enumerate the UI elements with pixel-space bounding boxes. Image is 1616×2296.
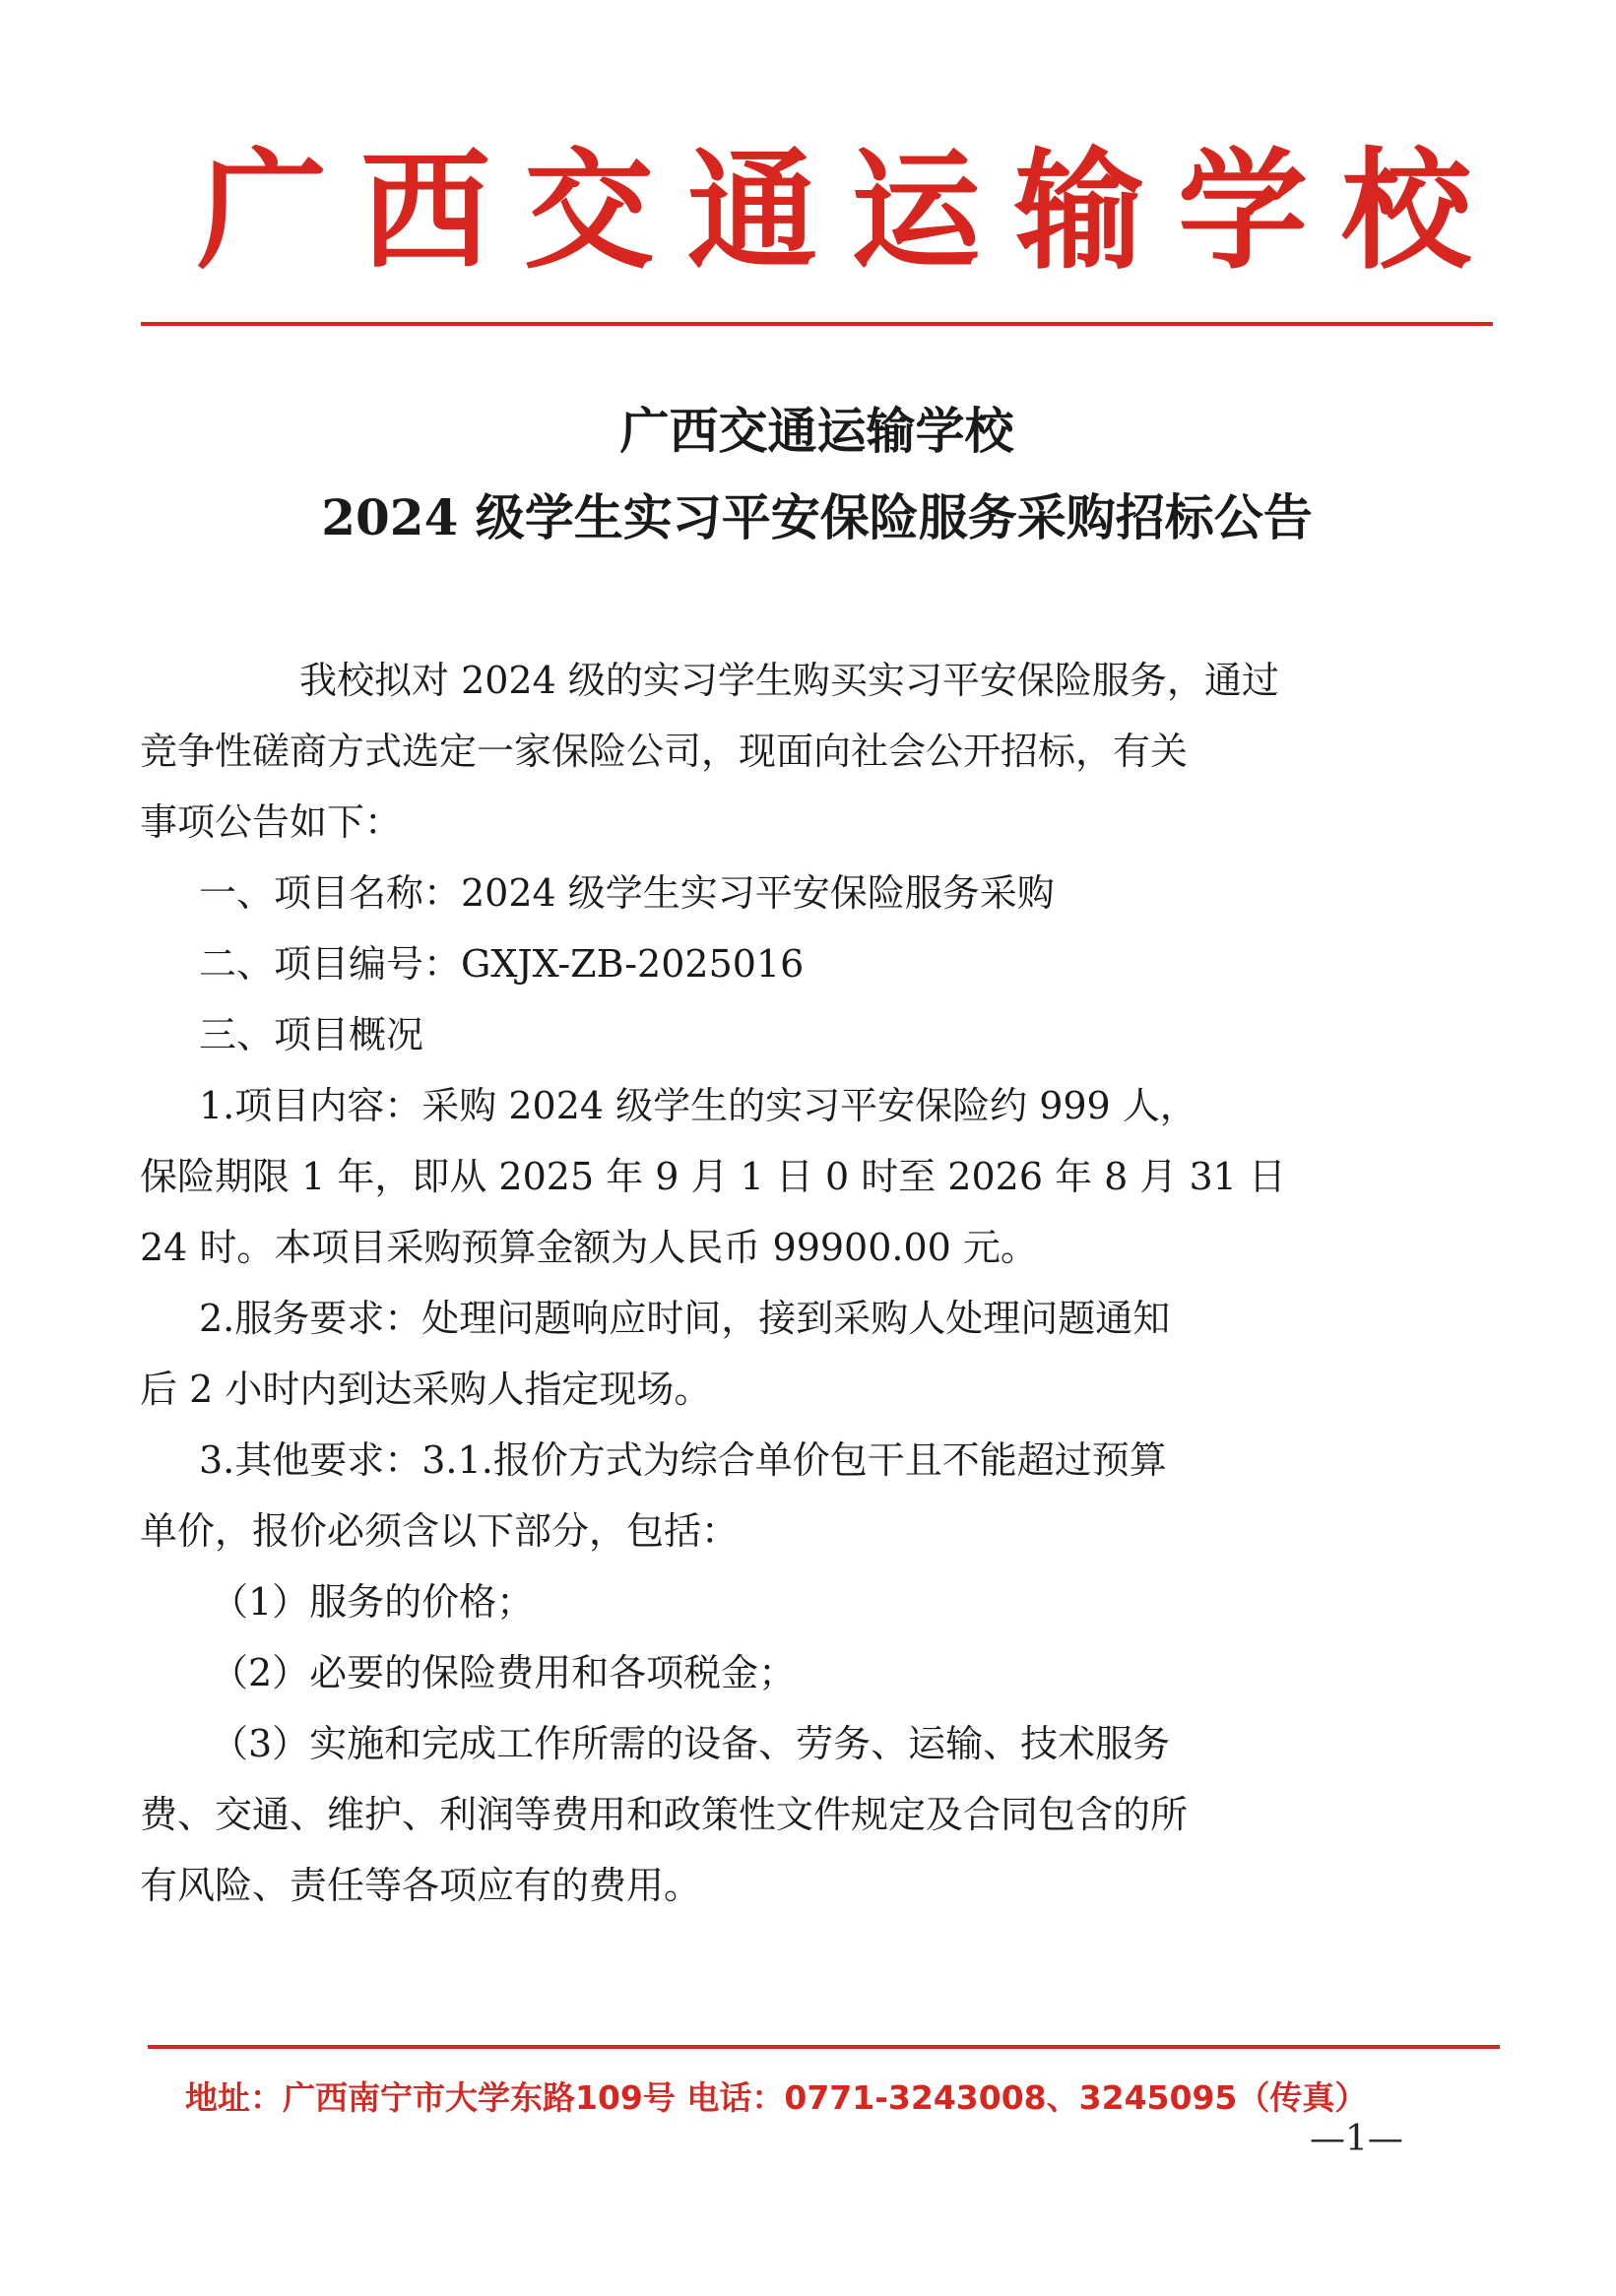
notice-title-line-1: 广西交通运输学校 <box>619 402 1014 460</box>
footer-rule <box>148 2045 1500 2049</box>
paragraph-line: 费、交通、维护、利润等费用和政策性文件规定及合同包含的所 <box>140 1793 1189 1836</box>
list-item: （3）实施和完成工作所需的设备、劳务、运输、技术服务 <box>211 1722 1171 1765</box>
notice-body <box>140 650 1422 1926</box>
section-heading: 二、项目编号：GXJX-ZB-2025016 <box>199 942 805 986</box>
paragraph-line: 有风险、责任等各项应有的费用。 <box>140 1864 702 1907</box>
letterhead-rule <box>141 322 1493 326</box>
list-item: （2）必要的保险费用和各项税金； <box>211 1651 797 1694</box>
paragraph-line: 后 2 小时内到达采购人指定现场。 <box>140 1368 712 1411</box>
paragraph-line: 3.其他要求：3.1.报价方式为综合单价包干且不能超过预算 <box>199 1438 1167 1482</box>
paragraph-line: 事项公告如下： <box>140 800 403 844</box>
paragraph-line: 1.项目内容：采购 2024 级学生的实习平安保险约 999 人， <box>199 1084 1197 1127</box>
paragraph-line: 我校拟对 2024 级的实习学生购买实习平安保险服务，通过 <box>299 659 1279 702</box>
paragraph-line: 单价，报价必须含以下部分，包括： <box>140 1509 740 1553</box>
paragraph-line: 24 时。本项目采购预算金额为人民币 99900.00 元。 <box>140 1226 1038 1269</box>
paragraph-line: 保险期限 1 年，即从 2025 年 9 月 1 日 0 时至 2026 年 8 月 31 日 <box>140 1155 1286 1198</box>
section-heading: 一、项目名称：2024 级学生实习平安保险服务采购 <box>199 871 1055 915</box>
notice-title-line-2: 2024 级学生实习平安保险服务采购招标公告 <box>321 488 1313 546</box>
page-number: —1— <box>1310 2119 1403 2159</box>
paragraph-line: 2.服务要求：处理问题响应时间，接到采购人处理问题通知 <box>199 1297 1171 1340</box>
list-item: （1）服务的价格； <box>211 1580 535 1624</box>
letterhead-title: 广西交通运输学校 <box>197 135 1505 287</box>
paragraph-line: 竞争性磋商方式选定一家保险公司，现面向社会公开招标，有关 <box>140 730 1189 773</box>
section-heading: 三、项目概况 <box>199 1013 424 1056</box>
footer-address: 地址：广西南宁市大学东路109号 电话：0771-3243008、3245095（传真） <box>185 2078 1368 2117</box>
